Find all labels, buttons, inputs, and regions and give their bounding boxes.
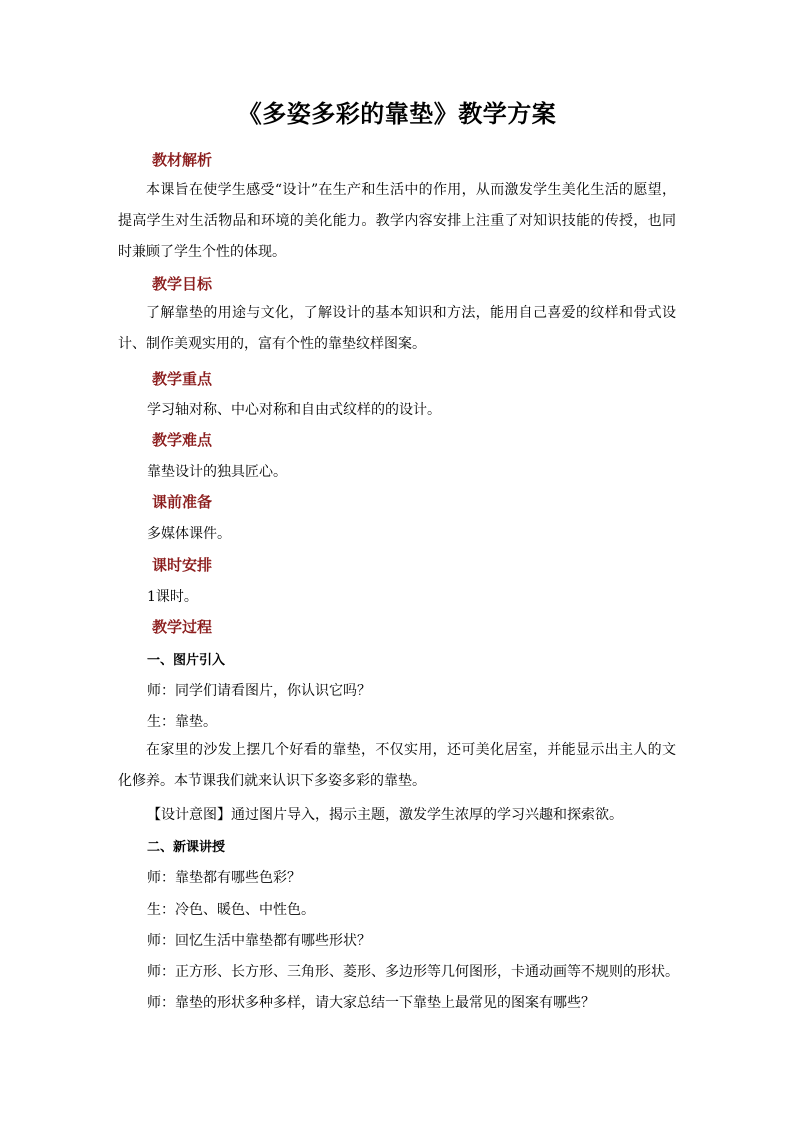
process-part1-title: 一、图片引入 xyxy=(147,653,226,668)
key-points-text: 学习轴对称、中心对称和自由式纹样的的设计。 xyxy=(147,402,441,418)
dialogue-line: 生：冷色、暖色、中性色。 xyxy=(147,902,315,918)
heading-process: 教学过程 xyxy=(152,618,213,636)
heading-schedule: 课时安排 xyxy=(152,556,213,574)
difficulties-text: 靠垫设计的独具匠心。 xyxy=(147,464,287,480)
dialogue-line: 师：回忆生活中靠垫都有哪些形状？ xyxy=(147,933,371,949)
dialogue-line: 师：正方形、长方形、三角形、菱形、多边形等几何图形，卡通动画等不规则的形状。 xyxy=(147,964,679,980)
document-title: 《多姿多彩的靠垫》教学方案 xyxy=(237,99,557,128)
heading-goals: 教学目标 xyxy=(152,275,213,293)
heading-difficulties: 教学难点 xyxy=(152,431,213,449)
dialogue-line: 师：靠垫的形状多种多样，请大家总结一下靠垫上最常见的图案有哪些？ xyxy=(147,995,595,1011)
dialogue-line: 师：同学们请看图片，你认识它吗？ xyxy=(147,683,371,699)
intro-paragraph: 在家里的沙发上摆几个好看的靠垫，不仅实用，还可美化居室，并能显示出主人的文化修养。本节课我们就来认识下多姿多彩的靠垫。 xyxy=(118,742,676,789)
heading-analysis: 教材解析 xyxy=(152,151,213,169)
dialogue-line: 生：靠垫。 xyxy=(147,714,217,730)
process-part2-title: 二、新课讲授 xyxy=(147,840,226,855)
analysis-text: 本课旨在使学生感受“设计”在生产和生活中的作用，从而激发学生美化生活的愿望，提高学生对生活物品和环境的美化能力。教学内容安排上注重了对知识技能的传授，也同时兼顾了学生个性的体现。 xyxy=(118,182,676,260)
heading-preparation: 课前准备 xyxy=(152,493,213,511)
goals-text: 了解靠垫的用途与文化，了解设计的基本知识和方法，能用自己喜爱的纹样和骨式设计、制作美观实用的，富有个性的靠垫纹样图案。 xyxy=(118,305,676,352)
schedule-text: 1课时。 xyxy=(147,589,198,605)
design-intent: 【设计意图】通过图片导入，揭示主题，激发学生浓厚的学习兴趣和探索欲。 xyxy=(147,807,623,823)
heading-key-points: 教学重点 xyxy=(152,370,213,388)
preparation-text: 多媒体课件。 xyxy=(147,526,231,542)
dialogue-line: 师：靠垫都有哪些色彩？ xyxy=(147,870,301,886)
